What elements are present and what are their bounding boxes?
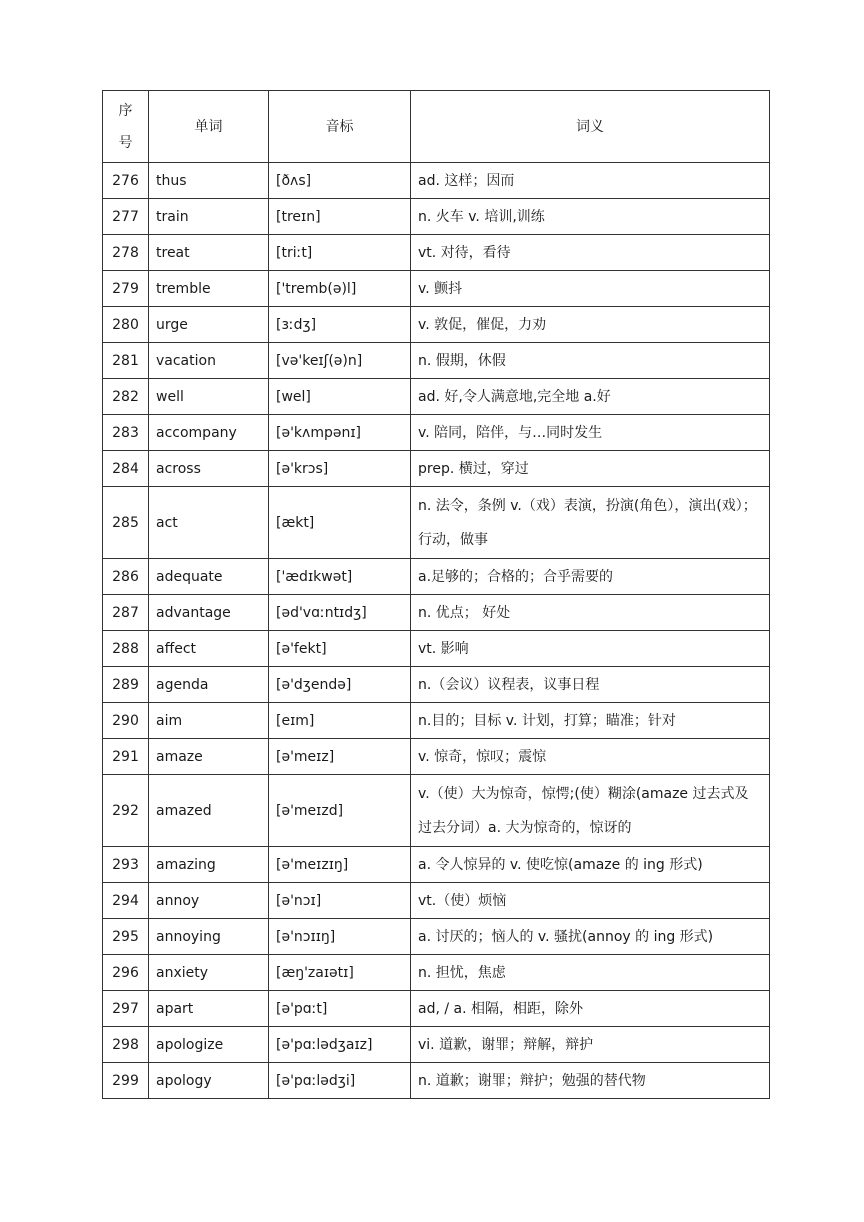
row-phonetic: [wel]	[269, 379, 411, 415]
row-phonetic: [ə'pɑːt]	[269, 991, 411, 1027]
row-number: 277	[103, 199, 149, 235]
row-word: adequate	[149, 559, 269, 595]
row-number: 283	[103, 415, 149, 451]
header-row	[103, 91, 770, 163]
row-phonetic: [triːt]	[269, 235, 411, 271]
row-phonetic: [və'keɪʃ(ə)n]	[269, 343, 411, 379]
row-number: 285	[103, 487, 149, 559]
row-meaning: vt. 对待，看待	[411, 235, 770, 271]
row-phonetic: [ə'nɔɪɪŋ]	[269, 919, 411, 955]
table-row	[103, 559, 770, 595]
row-word: amazed	[149, 775, 269, 847]
row-meaning: n. 优点； 好处	[411, 595, 770, 631]
row-meaning: vt. 影响	[411, 631, 770, 667]
header-meaning: 词义	[411, 91, 770, 163]
row-phonetic: [ə'pɑːlədʒi]	[269, 1063, 411, 1099]
table-row	[103, 415, 770, 451]
row-word: affect	[149, 631, 269, 667]
header-number-line1: 序	[118, 102, 133, 119]
row-meaning: a. 令人惊异的 v. 使吃惊(amaze 的 ing 形式)	[411, 847, 770, 883]
row-number: 294	[103, 883, 149, 919]
row-meaning: n. 法令，条例 v.（戏）表演，扮演(角色），演出(戏）；行动，做事	[411, 487, 770, 559]
row-word: advantage	[149, 595, 269, 631]
row-word: apart	[149, 991, 269, 1027]
header-phonetic: 音标	[269, 91, 411, 163]
row-meaning: prep. 横过，穿过	[411, 451, 770, 487]
table-row	[103, 379, 770, 415]
table-body	[103, 163, 770, 1099]
row-word: annoying	[149, 919, 269, 955]
row-meaning: v.（使）大为惊奇，惊愕;(使）糊涂(amaze 过去式及过去分词）a. 大为惊奇的，惊讶的	[411, 775, 770, 847]
header-number	[103, 91, 149, 163]
row-meaning: v. 陪同，陪伴，与…同时发生	[411, 415, 770, 451]
row-meaning: a. 讨厌的；恼人的 v. 骚扰(annoy 的 ing 形式)	[411, 919, 770, 955]
row-phonetic: [ɜːdʒ]	[269, 307, 411, 343]
table-row	[103, 343, 770, 379]
row-phonetic: [treɪn]	[269, 199, 411, 235]
row-meaning: v. 敦促，催促，力劝	[411, 307, 770, 343]
table-row	[103, 847, 770, 883]
row-phonetic: ['tremb(ə)l]	[269, 271, 411, 307]
row-meaning: n. 道歉；谢罪；辩护；勉强的替代物	[411, 1063, 770, 1099]
row-word: aim	[149, 703, 269, 739]
row-number: 292	[103, 775, 149, 847]
table-row	[103, 631, 770, 667]
table-row	[103, 955, 770, 991]
row-meaning: n. 担忧，焦虑	[411, 955, 770, 991]
row-number: 278	[103, 235, 149, 271]
table-row	[103, 883, 770, 919]
row-word: apology	[149, 1063, 269, 1099]
header-number-line2: 号	[118, 134, 133, 151]
row-meaning: vt.（使）烦恼	[411, 883, 770, 919]
table-row	[103, 307, 770, 343]
row-word: across	[149, 451, 269, 487]
row-phonetic: [ə'fekt]	[269, 631, 411, 667]
header-word: 单词	[149, 91, 269, 163]
row-number: 291	[103, 739, 149, 775]
row-word: apologize	[149, 1027, 269, 1063]
row-phonetic: [ə'dʒendə]	[269, 667, 411, 703]
row-number: 279	[103, 271, 149, 307]
row-phonetic: [ækt]	[269, 487, 411, 559]
row-number: 289	[103, 667, 149, 703]
row-phonetic: [æŋ'zaɪətɪ]	[269, 955, 411, 991]
table-row	[103, 451, 770, 487]
row-phonetic: [ə'meɪzd]	[269, 775, 411, 847]
row-word: train	[149, 199, 269, 235]
row-phonetic: [ə'pɑːlədʒaɪz]	[269, 1027, 411, 1063]
vocabulary-table	[102, 90, 770, 1099]
row-phonetic: [eɪm]	[269, 703, 411, 739]
row-number: 280	[103, 307, 149, 343]
row-phonetic: [ə'meɪzɪŋ]	[269, 847, 411, 883]
row-number: 293	[103, 847, 149, 883]
row-phonetic: [ə'krɔs]	[269, 451, 411, 487]
row-word: accompany	[149, 415, 269, 451]
row-number: 286	[103, 559, 149, 595]
row-word: agenda	[149, 667, 269, 703]
table-row	[103, 163, 770, 199]
table-row	[103, 739, 770, 775]
table-row	[103, 235, 770, 271]
row-word: act	[149, 487, 269, 559]
table-row	[103, 667, 770, 703]
row-meaning: vi. 道歉，谢罪；辩解，辩护	[411, 1027, 770, 1063]
row-number: 282	[103, 379, 149, 415]
row-phonetic: ['ædɪkwət]	[269, 559, 411, 595]
row-meaning: ad. 这样；因而	[411, 163, 770, 199]
table-row	[103, 1063, 770, 1099]
row-word: well	[149, 379, 269, 415]
row-word: vacation	[149, 343, 269, 379]
row-meaning: v. 颤抖	[411, 271, 770, 307]
table-row	[103, 199, 770, 235]
row-meaning: n. 火车 v. 培训,训练	[411, 199, 770, 235]
table-header	[103, 91, 770, 163]
table-row	[103, 703, 770, 739]
row-number: 287	[103, 595, 149, 631]
row-phonetic: [ə'nɔɪ]	[269, 883, 411, 919]
row-phonetic: [əd'vɑːntɪdʒ]	[269, 595, 411, 631]
table-row	[103, 487, 770, 559]
row-meaning: v. 惊奇，惊叹；震惊	[411, 739, 770, 775]
row-meaning: a.足够的；合格的；合乎需要的	[411, 559, 770, 595]
row-number: 299	[103, 1063, 149, 1099]
row-word: amazing	[149, 847, 269, 883]
row-number: 297	[103, 991, 149, 1027]
table-row	[103, 919, 770, 955]
row-word: amaze	[149, 739, 269, 775]
row-meaning: n.（会议）议程表，议事日程	[411, 667, 770, 703]
row-phonetic: [ə'kʌmpənɪ]	[269, 415, 411, 451]
row-number: 295	[103, 919, 149, 955]
row-meaning: n.目的；目标 v. 计划，打算；瞄准；针对	[411, 703, 770, 739]
row-number: 281	[103, 343, 149, 379]
row-number: 296	[103, 955, 149, 991]
row-word: tremble	[149, 271, 269, 307]
row-word: annoy	[149, 883, 269, 919]
row-number: 284	[103, 451, 149, 487]
row-word: thus	[149, 163, 269, 199]
table-row	[103, 991, 770, 1027]
row-number: 298	[103, 1027, 149, 1063]
row-number: 288	[103, 631, 149, 667]
table-row	[103, 775, 770, 847]
row-meaning: ad. 好,令人满意地,完全地 a.好	[411, 379, 770, 415]
row-number: 276	[103, 163, 149, 199]
table-row	[103, 595, 770, 631]
row-number: 290	[103, 703, 149, 739]
row-word: treat	[149, 235, 269, 271]
row-phonetic: [ðʌs]	[269, 163, 411, 199]
table-row	[103, 271, 770, 307]
table-row	[103, 1027, 770, 1063]
row-word: anxiety	[149, 955, 269, 991]
row-word: urge	[149, 307, 269, 343]
row-phonetic: [ə'meɪz]	[269, 739, 411, 775]
row-meaning: n. 假期，休假	[411, 343, 770, 379]
row-meaning: ad, / a. 相隔，相距，除外	[411, 991, 770, 1027]
